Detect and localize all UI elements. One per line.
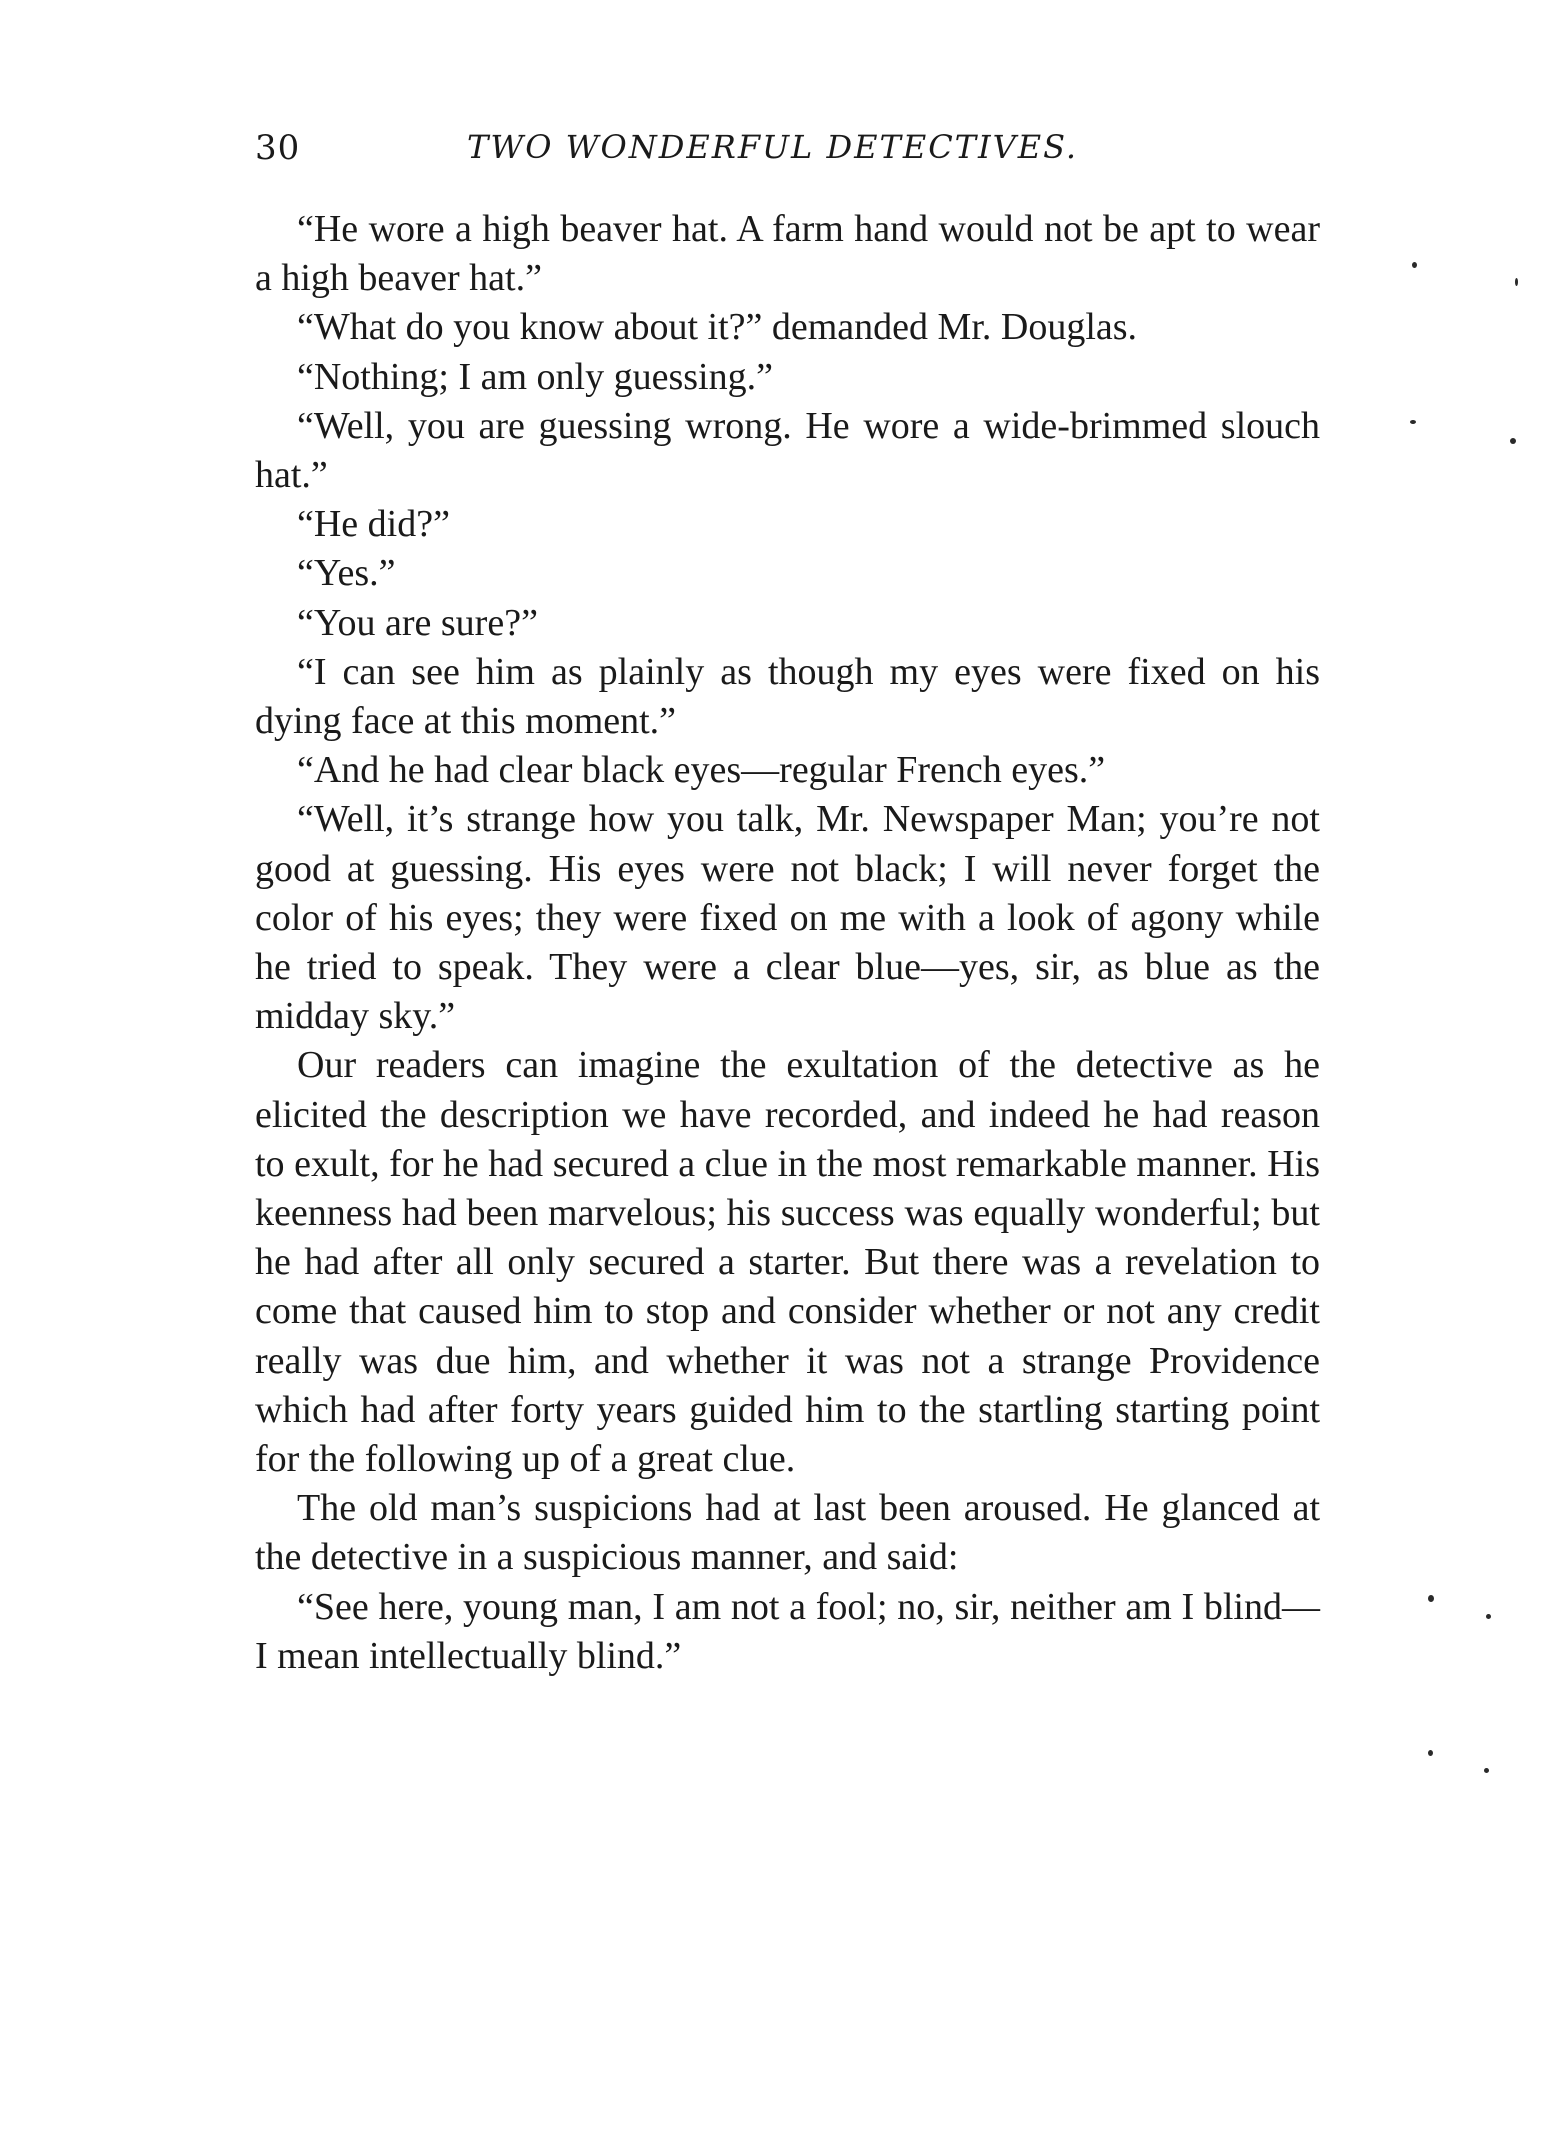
paragraph: “See here, young man, I am not a fool; no, sir, neither am I blind—I mean intellectually blind.” xyxy=(255,1585,1320,1677)
paragraph: “He did?” xyxy=(297,503,450,546)
scan-speck xyxy=(1515,278,1518,286)
scan-speck xyxy=(1412,262,1417,268)
paragraph: “Well, it’s strange how you talk, Mr. Newspaper Man; you’re not good at guessing. His eyes were not black; I will never forget the color of his eyes; they were fixed on me with a look of agony while he tried to speak. They were a clear blue—yes, sir, as blue as the midday sky.” xyxy=(255,798,1320,1038)
scan-speck xyxy=(1486,1614,1491,1619)
paragraph: The old man’s suspicions had at last been aroused. He glanced at the detective in a suspicious manner, and said: xyxy=(255,1487,1320,1579)
paragraph: “What do you know about it?” demanded Mr. Douglas. xyxy=(297,306,1138,349)
text-body xyxy=(255,205,1320,1681)
paragraph: “He wore a high beaver hat. A farm hand would not be apt to wear a high beaver hat.” xyxy=(255,208,1320,300)
paragraph: “You are sure?” xyxy=(297,601,538,644)
scan-speck xyxy=(1428,1595,1434,1602)
scan-speck xyxy=(1510,438,1516,444)
scan-speck xyxy=(1484,1768,1489,1773)
page-number: 30 xyxy=(255,128,301,168)
scan-speck xyxy=(1428,1750,1433,1756)
running-title: TWO WONDERFUL DETECTIVES. xyxy=(467,128,1079,166)
scan-speck xyxy=(1410,420,1416,424)
paragraph: Our readers can imagine the exultation of the detective as he elicited the description we have recorded, and indeed he had reason to exult, for he had secured a clue in the most remarkable manner. His keenness had been marvelous; his success was equally wonderful; but he had after all only secured a starter. But there was a revelation to come that caused him to stop and consider whether or not any credit really was due him, and whether it was not a strange Providence which had after forty years guided him to the startling starting point for the following up of a great clue. xyxy=(255,1044,1320,1481)
page-header xyxy=(255,128,1320,178)
paragraph: “And he had clear black eyes—regular French eyes.” xyxy=(297,749,1106,792)
paragraph: “Nothing; I am only guessing.” xyxy=(297,355,773,398)
paragraph: “Yes.” xyxy=(297,552,396,595)
paragraph: “I can see him as plainly as though my eyes were fixed on his dying face at this moment.” xyxy=(255,650,1320,743)
paragraph: “Well, you are guessing wrong. He wore a wide-brimmed slouch hat.” xyxy=(255,404,1320,497)
